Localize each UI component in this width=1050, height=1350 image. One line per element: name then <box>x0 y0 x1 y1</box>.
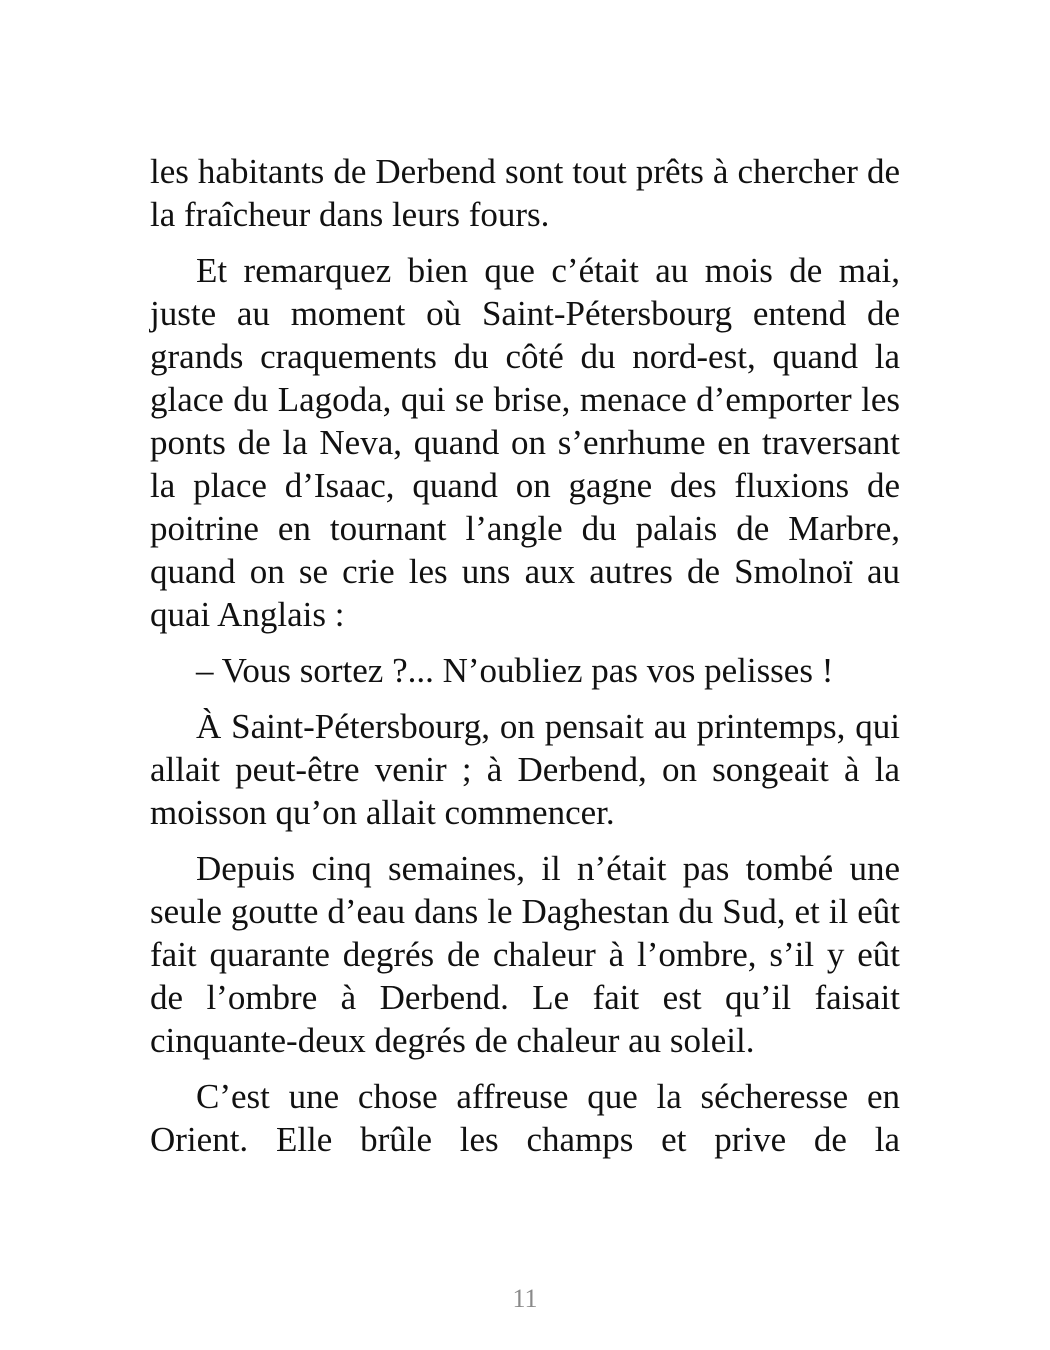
paragraph-dialogue-pelisses: – Vous sortez ?... N’oubliez pas vos pelisses ! <box>196 651 834 690</box>
paragraph-orient-drought: C’est une chose affreuse que la sécheresse en Orient. Elle brûle les champs et prive de la <box>150 1077 900 1159</box>
paragraph-continuation: les habitants de Derbend sont tout prêts à chercher de la fraîcheur dans leurs fours. <box>150 152 900 234</box>
paragraph-drought-heat: Depuis cinq semaines, il n’était pas tombé une seule goutte d’eau dans le Daghestan du Sud, et il eût fait quarante degrés de chaleur à l’ombre, s’il y eût de l’ombre à Derbend. Le fait est qu’il faisait cinquante-deux degrés de chaleur au soleil. <box>150 849 900 1060</box>
page-number: 11 <box>512 1284 538 1313</box>
paragraph-petersburg-may: Et remarquez bien que c’était au mois de mai, juste au moment où Saint-Pétersbourg entend de grands craquements du côté du nord-est, quand la glace du Lagoda, qui se brise, menace d’emporter les ponts de la Neva, quand on s’enrhume en traversant la place d’Isaac, quand on gagne des fluxions de poitrine en tournant l’angle du palais de Marbre, quand on se crie les uns aux autres de Smolnoï au quai Anglais : <box>150 251 900 634</box>
page-body-text <box>150 150 900 1174</box>
paragraph-spring-harvest: À Saint-Pétersbourg, on pensait au printemps, qui allait peut-être venir ; à Derbend, on songeait à la moisson qu’on allait commencer. <box>150 707 900 832</box>
